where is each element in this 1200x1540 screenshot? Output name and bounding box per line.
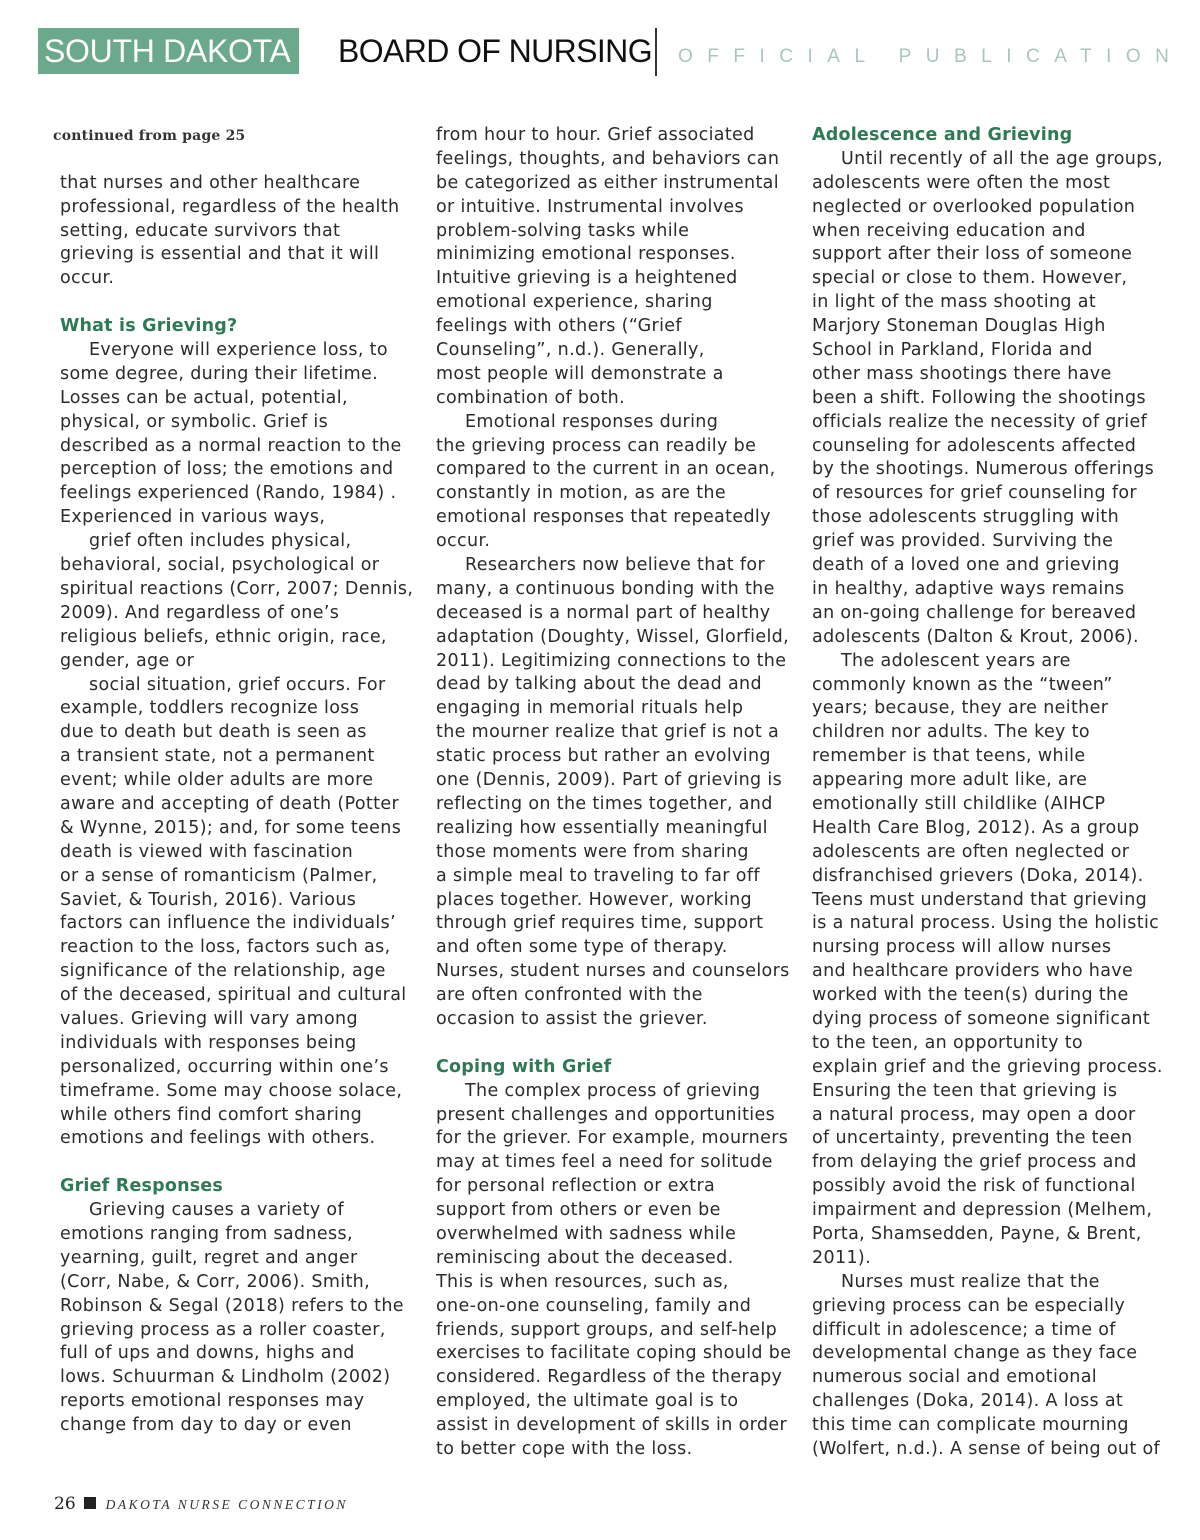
text-line: engaging in memorial rituals help bbox=[436, 698, 744, 719]
publication-name: DAKOTA NURSE CONNECTION bbox=[105, 1497, 348, 1512]
paragraph bbox=[60, 172, 415, 291]
text-line: officials realize the necessity of grief bbox=[812, 411, 1148, 432]
text-line: Ensuring the teen that grieving is bbox=[812, 1080, 1118, 1101]
text-line: some degree, during their lifetime. bbox=[60, 363, 379, 384]
paragraph bbox=[60, 674, 415, 1152]
text-line: those adolescents struggling with bbox=[812, 507, 1120, 528]
text-line: occur. bbox=[436, 531, 491, 552]
paragraph bbox=[60, 530, 415, 673]
text-line: grieving process as a roller coaster, bbox=[60, 1319, 386, 1340]
text-line: a simple meal to traveling to far off bbox=[436, 865, 760, 886]
paragraph bbox=[812, 148, 1172, 650]
text-line: developmental change as they face bbox=[812, 1343, 1138, 1364]
section-heading: Grief Responses bbox=[60, 1176, 224, 1197]
text-line: This is when resources, such as, bbox=[436, 1271, 729, 1292]
text-line: significance of the relationship, age bbox=[60, 961, 386, 982]
text-line: Intuitive grieving is a heightened bbox=[436, 268, 738, 289]
section-heading: Adolescence and Grieving bbox=[812, 125, 1073, 145]
text-line: years; because, they are neither bbox=[812, 698, 1109, 719]
text-line: other mass shootings there have bbox=[812, 363, 1112, 384]
text-line: School in Parkland, Florida and bbox=[812, 340, 1093, 361]
text-line: yearning, guilt, regret and anger bbox=[60, 1247, 358, 1268]
text-line: neglected or overlooked population bbox=[812, 196, 1136, 217]
text-line: Researchers now believe that for bbox=[465, 555, 766, 576]
text-line: present challenges and opportunities bbox=[436, 1104, 776, 1125]
text-line: nursing process will allow nurses bbox=[812, 937, 1112, 958]
text-line: values. Grieving will vary among bbox=[60, 1008, 358, 1029]
text-line: considered. Regardless of the therapy bbox=[436, 1367, 783, 1388]
text-line: Nurses must realize that the bbox=[841, 1271, 1100, 1292]
text-line: deceased is a normal part of healthy bbox=[436, 602, 771, 623]
paragraph bbox=[60, 1199, 415, 1438]
paragraph bbox=[812, 1271, 1172, 1462]
text-line: adolescents (Dalton & Krout, 2006). bbox=[812, 626, 1139, 647]
text-line: a transient state, not a permanent bbox=[60, 746, 375, 767]
text-line: disfranchised grievers (Doka, 2014). bbox=[812, 865, 1144, 886]
text-line: occur. bbox=[60, 268, 115, 289]
text-line: explain grief and the grieving process. bbox=[812, 1056, 1163, 1077]
paragraph bbox=[436, 1080, 791, 1462]
text-line: of resources for grief counseling for bbox=[812, 483, 1137, 504]
text-line: full of ups and downs, highs and bbox=[60, 1343, 355, 1364]
text-line: support from others or even be bbox=[436, 1200, 721, 1221]
text-line: grieving process can be especially bbox=[812, 1295, 1126, 1316]
paragraph-spacer bbox=[60, 148, 415, 172]
text-line: places together. However, working bbox=[436, 889, 752, 910]
text-line: static process but rather an evolving bbox=[436, 746, 771, 767]
text-line: the grieving process can readily be bbox=[436, 435, 757, 456]
text-line: adolescents were often the most bbox=[812, 172, 1111, 193]
text-line: numerous social and emotional bbox=[812, 1367, 1098, 1388]
text-line: 2011). bbox=[812, 1247, 872, 1268]
text-line: for the griever. For example, mourners bbox=[436, 1128, 789, 1149]
text-line: from hour to hour. Grief associated bbox=[436, 125, 755, 145]
text-line: reaction to the loss, factors such as, bbox=[60, 937, 391, 958]
text-line: feelings experienced (Rando, 1984) . bbox=[60, 483, 397, 504]
text-line: feelings with others (“Grief bbox=[436, 316, 682, 337]
text-line: children nor adults. The key to bbox=[812, 722, 1090, 743]
text-line: behavioral, social, psychological or bbox=[60, 555, 380, 576]
text-line: problem-solving tasks while bbox=[436, 220, 690, 241]
text-line: Marjory Stoneman Douglas High bbox=[812, 316, 1106, 337]
text-line: Teens must understand that grieving bbox=[812, 889, 1148, 910]
masthead-state: SOUTH DAKOTA bbox=[38, 28, 299, 74]
text-line: individuals with responses being bbox=[60, 1032, 357, 1053]
text-line: feelings, thoughts, and behaviors can bbox=[436, 148, 780, 169]
text-line: Health Care Blog, 2012). As a group bbox=[812, 817, 1140, 838]
text-line: employed, the ultimate goal is to bbox=[436, 1391, 739, 1412]
text-line: this time can complicate mourning bbox=[812, 1415, 1129, 1436]
text-line: Experienced in various ways, bbox=[60, 507, 326, 528]
text-line: be categorized as either instrumental bbox=[436, 172, 779, 193]
text-line: change from day to day or even bbox=[60, 1415, 352, 1436]
column-1 bbox=[60, 124, 415, 1438]
text-line: friends, support groups, and self-help bbox=[436, 1319, 778, 1340]
text-line: that nurses and other healthcare bbox=[60, 172, 361, 193]
text-line: most people will demonstrate a bbox=[436, 363, 724, 384]
text-line: when receiving education and bbox=[812, 220, 1086, 241]
text-line: spiritual reactions (Corr, 2007; Dennis, bbox=[60, 578, 414, 599]
footer-square-icon bbox=[84, 1497, 96, 1509]
text-line: Grieving causes a variety of bbox=[89, 1200, 345, 1221]
text-line: and often some type of therapy. bbox=[436, 937, 728, 958]
text-line: adaptation (Doughty, Wissel, Glorfield, bbox=[436, 626, 790, 647]
text-line: in healthy, adaptive ways remains bbox=[812, 578, 1125, 599]
text-line: example, toddlers recognize loss bbox=[60, 698, 360, 719]
text-line: grief often includes physical, bbox=[89, 531, 352, 552]
text-line: Emotional responses during bbox=[465, 411, 719, 432]
masthead bbox=[38, 28, 1188, 74]
section-heading: Coping with Grief bbox=[436, 1056, 612, 1077]
text-line: and healthcare providers who have bbox=[812, 961, 1134, 982]
paragraph-spacer bbox=[436, 1032, 791, 1056]
text-line: while others find comfort sharing bbox=[60, 1104, 363, 1125]
text-line: are often confronted with the bbox=[436, 985, 703, 1006]
text-line: realizing how essentially meaningful bbox=[436, 817, 768, 838]
text-line: special or close to them. However, bbox=[812, 268, 1128, 289]
paragraph bbox=[436, 554, 791, 1032]
text-line: combination of both. bbox=[436, 387, 626, 408]
paragraph bbox=[436, 124, 791, 411]
text-line: or intuitive. Instrumental involves bbox=[436, 196, 745, 217]
text-line: of the deceased, spiritual and cultural bbox=[60, 985, 407, 1006]
continued-note: continued from page 25 bbox=[53, 128, 246, 144]
text-line: emotionally still childlike (AIHCP bbox=[812, 793, 1106, 814]
text-line: described as a normal reaction to the bbox=[60, 435, 402, 456]
text-line: been a shift. Following the shootings bbox=[812, 387, 1146, 408]
text-line: reflecting on the times together, and bbox=[436, 793, 773, 814]
text-line: emotions ranging from sadness, bbox=[60, 1224, 353, 1244]
text-line: compared to the current in an ocean, bbox=[436, 459, 776, 480]
text-line: (Wolfert, n.d.). A sense of being out of bbox=[812, 1439, 1161, 1459]
text-line: for personal reflection or extra bbox=[436, 1176, 716, 1197]
text-line: factors can influence the individuals’ bbox=[60, 913, 397, 934]
text-line: to the teen, an opportunity to bbox=[812, 1032, 1083, 1053]
text-line: those moments were from sharing bbox=[436, 841, 749, 862]
text-line: Everyone will experience loss, to bbox=[89, 340, 388, 361]
text-line: of uncertainty, preventing the teen bbox=[812, 1128, 1133, 1149]
section-heading: What is Grieving? bbox=[60, 316, 238, 337]
text-line: remember is that teens, while bbox=[812, 746, 1086, 767]
text-line: worked with the teen(s) during the bbox=[812, 985, 1129, 1006]
column-2 bbox=[436, 124, 791, 1462]
text-line: grieving is essential and that it will bbox=[60, 244, 380, 265]
text-line: perception of loss; the emotions and bbox=[60, 459, 394, 480]
text-line: challenges (Doka, 2014). A loss at bbox=[812, 1391, 1124, 1412]
masthead-tagline: OFFICIAL PUBLICATION bbox=[678, 46, 1184, 67]
paragraph-spacer bbox=[60, 1151, 415, 1175]
text-line: social situation, grief occurs. For bbox=[89, 674, 386, 695]
text-line: is a natural process. Using the holistic bbox=[812, 913, 1160, 934]
text-line: Losses can be actual, potential, bbox=[60, 387, 348, 408]
text-line: dying process of someone significant bbox=[812, 1008, 1151, 1029]
text-line: impairment and depression (Melhem, bbox=[812, 1200, 1153, 1221]
text-line: possibly avoid the risk of functional bbox=[812, 1176, 1136, 1197]
text-line: professional, regardless of the health bbox=[60, 196, 400, 217]
text-line: grief was provided. Surviving the bbox=[812, 531, 1114, 552]
text-line: emotions and feelings with others. bbox=[60, 1128, 376, 1149]
text-line: setting, educate survivors that bbox=[60, 220, 341, 241]
text-line: constantly in motion, as are the bbox=[436, 483, 726, 504]
text-line: a natural process, may open a door bbox=[812, 1104, 1136, 1125]
text-line: emotional experience, sharing bbox=[436, 292, 713, 313]
paragraph bbox=[60, 339, 415, 530]
text-line: counseling for adolescents affected bbox=[812, 435, 1137, 456]
text-line: reminiscing about the deceased. bbox=[436, 1247, 734, 1268]
text-line: assist in development of skills in order bbox=[436, 1415, 788, 1436]
text-line: appearing more adult like, are bbox=[812, 770, 1088, 791]
text-line: Porta, Shamsedden, Payne, & Brent, bbox=[812, 1223, 1142, 1244]
paragraph bbox=[812, 650, 1172, 1271]
text-line: one-on-one counseling, family and bbox=[436, 1295, 752, 1316]
text-line: may at times feel a need for solitude bbox=[436, 1152, 773, 1173]
text-line: death is viewed with fascination bbox=[60, 841, 354, 862]
text-line: event; while older adults are more bbox=[60, 770, 374, 791]
text-line: to better cope with the loss. bbox=[436, 1439, 693, 1459]
text-line: minimizing emotional responses. bbox=[436, 244, 736, 265]
text-line: personalized, occurring within one’s bbox=[60, 1056, 389, 1077]
paragraph-spacer bbox=[60, 291, 415, 315]
text-line: exercises to facilitate coping should be bbox=[436, 1343, 792, 1364]
text-line: or a sense of romanticism (Palmer, bbox=[60, 865, 378, 886]
text-line: Counseling”, n.d.). Generally, bbox=[436, 340, 705, 361]
text-line: physical, or symbolic. Grief is bbox=[60, 411, 329, 432]
column-3 bbox=[812, 124, 1172, 1462]
text-line: religious beliefs, ethnic origin, race, bbox=[60, 626, 387, 647]
text-line: lows. Schuurman & Lindholm (2002) bbox=[60, 1367, 391, 1388]
text-line: emotional responses that repeatedly bbox=[436, 507, 771, 528]
paragraph bbox=[436, 411, 791, 554]
text-line: The adolescent years are bbox=[841, 650, 1071, 671]
text-line: reports emotional responses may bbox=[60, 1391, 365, 1412]
text-line: difficult in adolescence; a time of bbox=[812, 1319, 1116, 1340]
text-line: overwhelmed with sadness while bbox=[436, 1223, 737, 1244]
text-line: through grief requires time, support bbox=[436, 913, 764, 934]
text-line: by the shootings. Numerous offerings bbox=[812, 459, 1155, 480]
footer bbox=[54, 1494, 348, 1516]
text-line: dead by talking about the dead and bbox=[436, 674, 762, 695]
masthead-board: BOARD OF NURSING bbox=[338, 33, 652, 69]
text-line: Robinson & Segal (2018) refers to the bbox=[60, 1295, 404, 1316]
text-line: from delaying the grief process and bbox=[812, 1152, 1137, 1173]
paragraph-spacer bbox=[60, 124, 415, 148]
text-line: support after their loss of someone bbox=[812, 244, 1133, 265]
text-line: aware and accepting of death (Potter bbox=[60, 793, 400, 814]
text-line: 2011). Legitimizing connections to the bbox=[436, 650, 787, 671]
text-line: & Wynne, 2015); and, for some teens bbox=[60, 817, 402, 838]
text-line: gender, age or bbox=[60, 650, 195, 671]
text-line: death of a loved one and grieving bbox=[812, 555, 1120, 576]
text-line: The complex process of grieving bbox=[465, 1080, 761, 1101]
text-line: the mourner realize that grief is not a bbox=[436, 722, 780, 743]
text-line: commonly known as the “tween” bbox=[812, 674, 1113, 695]
text-line: an on-going challenge for bereaved bbox=[812, 602, 1137, 623]
page-number: 26 bbox=[54, 1494, 76, 1514]
text-line: timeframe. Some may choose solace, bbox=[60, 1080, 403, 1101]
text-line: 2009). And regardless of one’s bbox=[60, 602, 340, 623]
text-line: Until recently of all the age groups, bbox=[841, 148, 1164, 169]
text-line: due to death but death is seen as bbox=[60, 722, 367, 743]
text-line: one (Dennis, 2009). Part of grieving is bbox=[436, 770, 783, 791]
text-line: occasion to assist the griever. bbox=[436, 1008, 708, 1029]
text-line: (Corr, Nabe, & Corr, 2006). Smith, bbox=[60, 1271, 371, 1292]
text-line: Saviet, & Tourish, 2016). Various bbox=[60, 889, 357, 910]
masthead-divider bbox=[655, 28, 657, 76]
text-line: many, a continuous bonding with the bbox=[436, 578, 775, 599]
text-line: Nurses, student nurses and counselors bbox=[436, 961, 790, 982]
text-line: in light of the mass shooting at bbox=[812, 292, 1097, 313]
text-line: adolescents are often neglected or bbox=[812, 841, 1130, 862]
